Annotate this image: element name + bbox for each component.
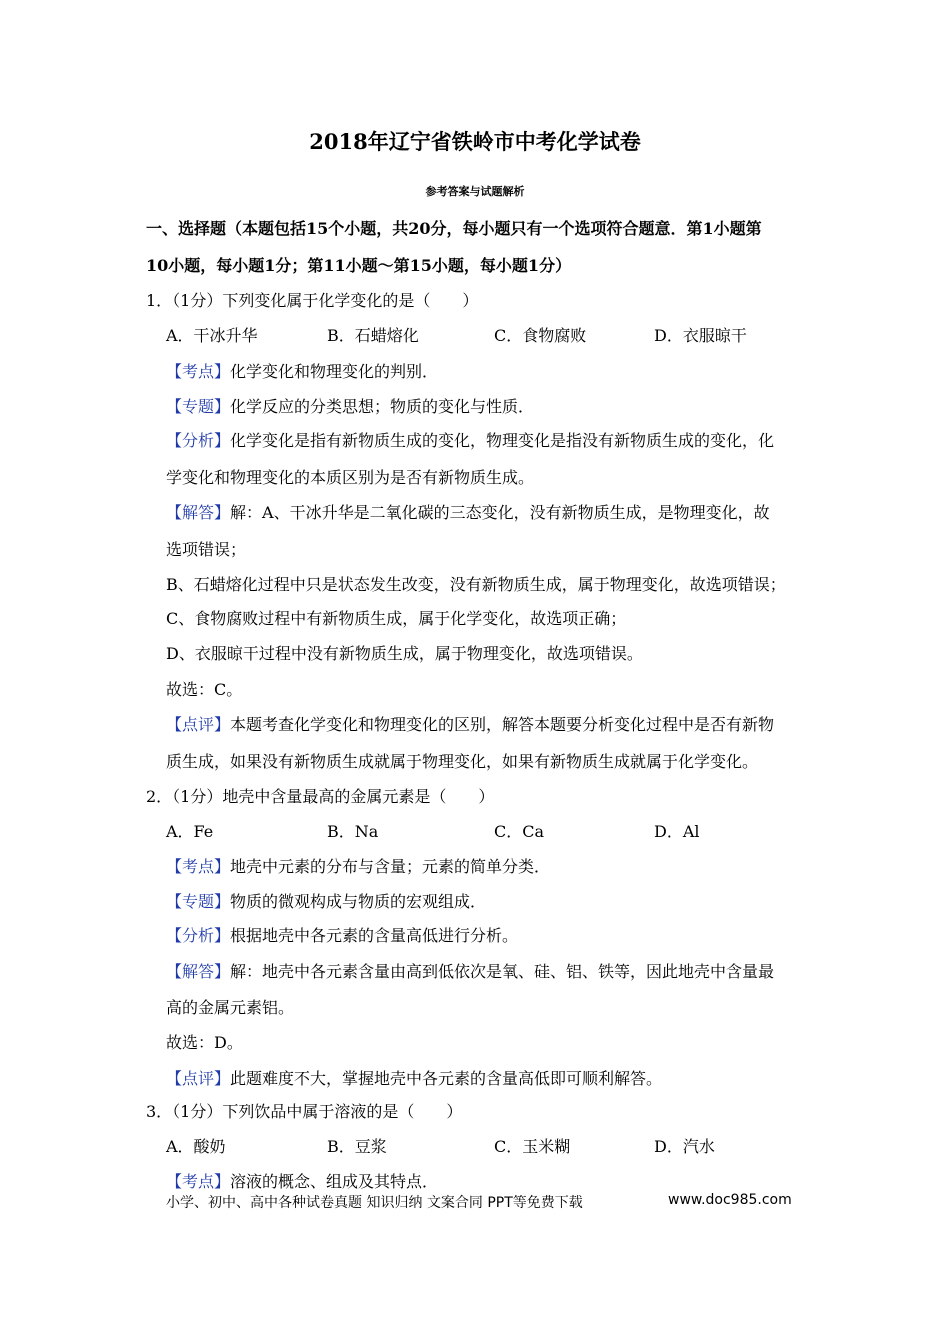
q2-fenxi-tag: 【分析】 [166, 926, 231, 945]
q2-jieda [166, 959, 774, 982]
q3-kaodian-text: 溶液的概念、组成及其特点． [230, 1172, 439, 1191]
question-2-option-c: C．Ca [494, 822, 545, 841]
q2-kaodian [166, 854, 550, 877]
q2-zhuanti-text: 物质的微观构成与物质的宏观组成． [230, 892, 487, 911]
q1-fenxi-tag: 【分析】 [166, 431, 231, 450]
q2-jieda-text-2: 高的金属元素铝。 [166, 998, 295, 1017]
q2-kaodian-text: 地壳中元素的分布与含量；元素的简单分类． [230, 857, 551, 876]
q1-fenxi-text-2: 学变化和物理变化的本质区别为是否有新物质生成。 [166, 468, 535, 487]
section-heading-line-2: 10小题，每小题1分；第11小题～第15小题，每小题1分） [146, 256, 572, 275]
q1-jieda [166, 500, 770, 523]
question-1-option-c: C．食物腐败 [494, 326, 587, 345]
q1-dianping-tag: 【点评】 [166, 715, 231, 734]
q3-kaodian [166, 1169, 438, 1192]
q1-zhuanti-text: 化学反应的分类思想；物质的变化与性质． [230, 397, 535, 416]
q1-zhuanti-tag: 【专题】 [166, 397, 231, 416]
q1-fenxi-text-1: 化学变化是指有新物质生成的变化，物理变化是指没有新物质生成的变化，化 [230, 431, 775, 450]
q1-jieda-text-2: 选项错误； [166, 540, 247, 559]
q2-dianping-text: 此题难度不大，掌握地壳中各元素的含量高低即可顺利解答。 [230, 1069, 663, 1088]
question-3-stem: 3．（1分）下列饮品中属于溶液的是（ ） [146, 1102, 463, 1121]
q1-jieda-text-3: B、石蜡熔化过程中只是状态发生改变，没有新物质生成，属于物理变化，故选项错误； [166, 575, 786, 594]
question-1-stem: 1．（1分）下列变化属于化学变化的是（ ） [146, 291, 479, 310]
q1-jieda-tag: 【解答】 [166, 503, 231, 522]
q1-zhuanti [166, 394, 534, 417]
q2-fenxi [166, 923, 518, 946]
question-3-option-c: C．玉米糊 [494, 1137, 571, 1156]
question-2-stem: 2．（1分）地壳中含量最高的金属元素是（ ） [146, 787, 495, 806]
q1-kaodian-tag: 【考点】 [166, 362, 231, 381]
q1-jieda-text-5: D、衣服晾干过程中没有新物质生成，属于物理变化，故选项错误。 [166, 644, 643, 663]
question-3-option-a: A．酸奶 [166, 1137, 226, 1156]
q1-jieda-text-4: C、食物腐败过程中有新物质生成，属于化学变化，故选项正确； [166, 609, 627, 628]
q2-fenxi-text: 根据地壳中各元素的含量高低进行分析。 [230, 926, 519, 945]
question-2-option-b: B．Na [327, 822, 379, 841]
question-3-option-d: D．汽水 [654, 1137, 715, 1156]
footer-url[interactable]: www.doc985.com [668, 1192, 792, 1208]
q1-jieda-text-1: 解：A、干冰升华是二氧化碳的三态变化，没有新物质生成，是物理变化，故 [230, 503, 770, 522]
question-1-option-d: D．衣服晾干 [654, 326, 747, 345]
q2-dianping-tag: 【点评】 [166, 1069, 231, 1088]
section-heading-line-1: 一、选择题（本题包括15个小题，共20分，每小题只有一个选项符合题意．第1小题第 [146, 219, 762, 238]
q2-zhuanti [166, 889, 486, 912]
q3-kaodian-tag: 【考点】 [166, 1172, 231, 1191]
q1-answer: 故选：C。 [166, 680, 243, 699]
question-3-option-b: B．豆浆 [327, 1137, 387, 1156]
footer-text: 小学、初中、高中各种试卷真题 知识归纳 文案合同 PPT等免费下载 [166, 1195, 583, 1211]
question-1-option-b: B．石蜡熔化 [327, 326, 419, 345]
q2-answer: 故选：D。 [166, 1033, 243, 1052]
q2-zhuanti-tag: 【专题】 [166, 892, 231, 911]
question-2-option-d: D．Al [654, 822, 700, 841]
q1-dianping-text-2: 质生成，如果没有新物质生成就属于物理变化，如果有新物质生成就属于化学变化。 [166, 752, 759, 771]
q1-kaodian-text: 化学变化和物理变化的判别． [230, 362, 439, 381]
q2-dianping [166, 1066, 662, 1089]
document-title: 2018年辽宁省铁岭市中考化学试卷 [309, 129, 641, 154]
question-1-option-a: A．干冰升华 [166, 326, 258, 345]
question-2-option-a: A．Fe [166, 822, 214, 841]
q2-kaodian-tag: 【考点】 [166, 857, 231, 876]
document-subtitle: 参考答案与试题解析 [425, 185, 525, 198]
q1-fenxi [166, 428, 774, 451]
q2-jieda-text-1: 解：地壳中各元素含量由高到低依次是氧、硅、铝、铁等，因此地壳中含量最 [230, 962, 775, 981]
q1-dianping-text-1: 本题考查化学变化和物理变化的区别，解答本题要分析变化过程中是否有新物 [230, 715, 775, 734]
q1-dianping [166, 712, 774, 735]
q1-kaodian [166, 359, 438, 382]
q2-jieda-tag: 【解答】 [166, 962, 231, 981]
